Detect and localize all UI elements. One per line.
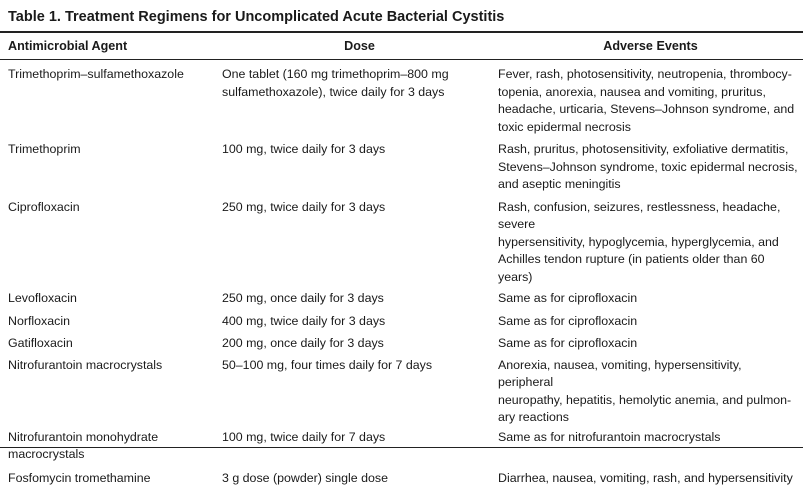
adverse-line: toxic epidermal necrosis [498,119,631,134]
table-title: Treatment Regimens for Uncomplicated Acute Bacterial Cystitis [64,9,505,25]
adverse-events-cell [498,427,803,469]
agent-cell [0,427,221,469]
dose-line: 250 mg, twice daily for 3 days [222,199,386,214]
adverse-line: Rash, pruritus, photosensitivity, exfoliative dermatitis, [498,142,789,156]
dose-cell [221,286,498,309]
agent-name-line: Nitrofurantoin monohydrate [8,429,159,444]
agent-cell [0,286,221,309]
adverse-line: Same as for ciprofloxacin [498,336,638,350]
dose-cell [221,309,498,332]
agent-cell [0,194,221,287]
adverse-line: topenia, anorexia, nausea and vomiting, pruritus, [498,84,766,99]
table-row [0,136,803,194]
agent-cell [0,331,221,354]
column-header-adverse-events: Adverse Events [603,39,698,53]
dose-cell [221,331,498,354]
agent-name: Trimethoprim–sulfamethoxazole [8,67,184,81]
dose-line: 400 mg, twice daily for 3 days [222,313,386,328]
table-row [0,194,803,287]
table-header-row [0,33,803,59]
adverse-events-cell [498,354,803,427]
dose-cell [221,59,498,136]
dose-line: 100 mg, twice daily for 7 days [222,429,386,444]
agent-name: Levofloxacin [8,291,77,305]
adverse-events-cell [498,309,803,332]
dose-cell [221,194,498,287]
dose-line: sulfamethoxazole), twice daily for 3 days [222,84,445,99]
agent-cell [0,469,221,488]
adverse-events-cell [498,469,803,488]
adverse-events-cell [498,331,803,354]
dose-line: 250 mg, once daily for 3 days [222,291,384,305]
dose-line: 50–100 mg, four times daily for 7 days [222,357,433,372]
dose-line: 3 g dose (powder) single dose [222,470,388,485]
adverse-events-cell [498,136,803,194]
adverse-events-cell [498,286,803,309]
dose-line: 200 mg, once daily for 3 days [222,336,384,350]
agent-name: Fosfomycin tromethamine [8,470,151,485]
dose-line: 100 mg, twice daily for 3 days [222,142,386,156]
adverse-line: hypersensitivity, hypoglycemia, hyperglycemia, and [498,234,779,249]
adverse-line: neuropathy, hepatitis, hemolytic anemia, and pulmon- [498,392,792,407]
table-row [0,427,803,469]
adverse-line: ary reactions [498,410,569,424]
agent-name: Ciprofloxacin [8,199,80,214]
table-row [0,331,803,354]
dose-cell [221,469,498,488]
adverse-line: Stevens–Johnson syndrome, toxic epidermal necrosis, [498,159,798,174]
dose-line: One tablet (160 mg trimethoprim–800 mg [222,67,449,81]
adverse-line: Fever, rash, photosensitivity, neutropenia, thrombocy- [498,67,792,81]
adverse-events-cell [498,59,803,136]
agent-name: Trimethoprim [8,142,81,156]
agent-name: Nitrofurantoin macrocrystals [8,357,163,372]
adverse-line: Same as for ciprofloxacin [498,313,638,328]
adverse-events-cell [498,194,803,287]
agent-cell [0,136,221,194]
dose-cell [221,136,498,194]
column-header-dose: Dose [344,39,375,53]
dose-cell [221,427,498,469]
agent-name: Gatifloxacin [8,336,73,350]
agent-name: Norfloxacin [8,313,70,328]
table-row [0,309,803,332]
column-header-agent: Antimicrobial Agent [8,39,128,53]
dose-cell [221,354,498,427]
table-number: Table 1. [8,9,61,25]
table-row [0,354,803,427]
adverse-line: and aseptic meningitis [498,177,621,191]
adverse-line: headache, urticaria, Stevens–Johnson syndrome, and [498,102,795,116]
adverse-line: Anorexia, nausea, vomiting, hypersensitivity, peripheral [498,357,742,389]
adverse-line: Diarrhea, nausea, vomiting, rash, and hypersensitivity [498,470,793,485]
table-row [0,59,803,136]
agent-cell [0,309,221,332]
agent-name-line: macrocrystals [8,447,85,461]
treatment-table [0,33,803,488]
table-row [0,469,803,488]
agent-cell [0,59,221,136]
adverse-line: Same as for nitrofurantoin macrocrystals [498,429,721,444]
table-row [0,286,803,309]
adverse-line: Same as for ciprofloxacin [498,291,638,305]
adverse-line: Rash, confusion, seizures, restlessness, headache, severe [498,199,781,231]
adverse-line: Achilles tendon rupture (in patients older than 60 years) [498,252,765,284]
table-caption [8,6,803,30]
agent-cell [0,354,221,427]
